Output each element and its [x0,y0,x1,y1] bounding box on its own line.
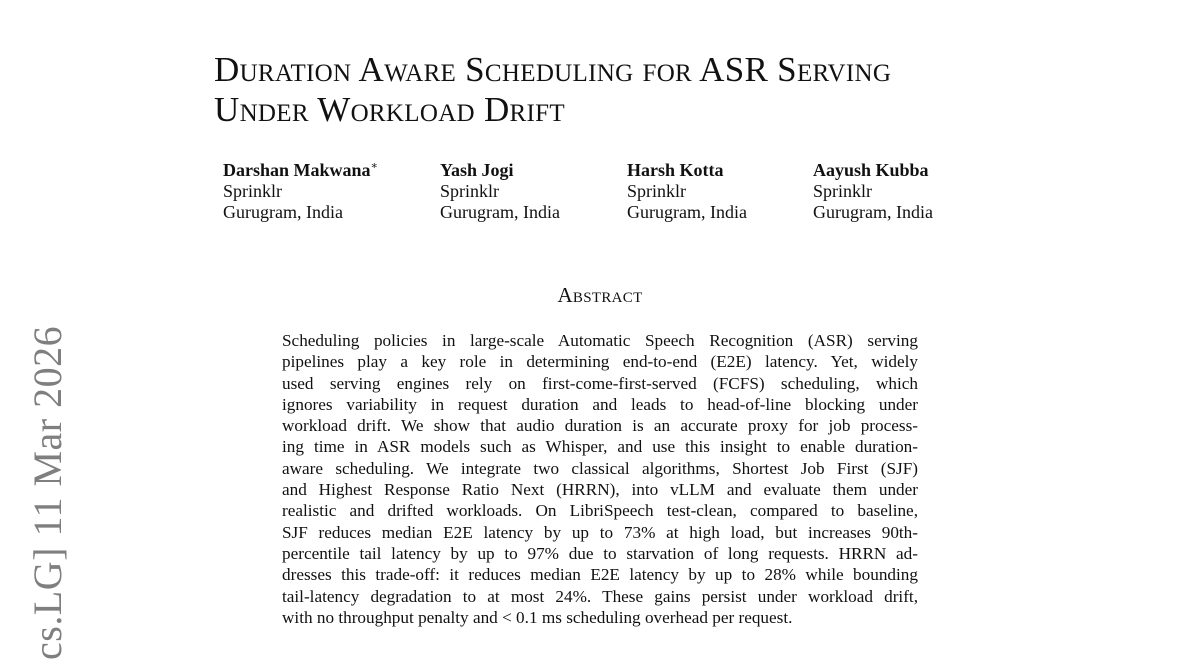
abstract-line: used serving engines rely on first-come-first-served (FCFS) scheduling, which [282,373,918,393]
author-name: Harsh Kotta [627,160,724,180]
abstract-line: pipelines play a key role in determining end-to-end (E2E) latency. Yet, widely [282,352,918,372]
author-name: Aayush Kubba [813,160,929,180]
abstract-line: aware scheduling. We integrate two classical algorithms, Shortest Job First (SJF) [282,458,918,478]
author-block [440,160,560,223]
author-affiliation: Sprinklr [223,181,283,201]
abstract-heading: Abstract [557,283,643,307]
author-affiliation: Sprinklr [627,181,687,201]
abstract-line: dresses this trade-off: it reduces median E2E latency by up to 28% while bounding [282,565,918,585]
author-location: Gurugram, India [813,202,933,222]
arxiv-identifier-stamp: cs.LG] 11 Mar 2026 [25,325,70,660]
author-location: Gurugram, India [223,202,343,222]
abstract-line: and Highest Response Ratio Next (HRRN), into vLLM and evaluate them under [282,480,918,500]
author-footnote-mark: ∗ [370,160,379,172]
paper-title-line-1: Duration Aware Scheduling for ASR Serving [214,50,892,89]
author-block [813,160,933,223]
author-name: Yash Jogi [440,160,514,180]
abstract-line: ing time in ASR models such as Whisper, and use this insight to enable duration- [282,437,918,457]
abstract-line: SJF reduces median E2E latency by up to 73% at high load, but increases 90th- [282,522,918,542]
author-name [223,160,378,181]
abstract-line: realistic and drifted workloads. On LibriSpeech test-clean, compared to baseline, [282,501,918,521]
abstract-line: percentile tail latency by up to 97% due to starvation of long requests. HRRN ad- [282,543,918,563]
abstract-line: tail-latency degradation to at most 24%. These gains persist under workload drift, [282,586,918,606]
author-affiliation: Sprinklr [440,181,500,201]
author-affiliation: Sprinklr [813,181,873,201]
abstract-line: ignores variability in request duration and leads to head-of-line blocking under [282,394,918,414]
author-location: Gurugram, India [440,202,560,222]
author-block [627,160,747,223]
abstract-line: with no throughput penalty and < 0.1 ms scheduling overhead per request. [282,607,793,627]
author-block [223,160,378,223]
author-list [223,160,983,230]
paper-title-line-2: Under Workload Drift [214,90,565,129]
abstract-line: workload drift. We show that audio duration is an accurate proxy for job process- [282,416,918,436]
abstract-body [282,330,918,628]
author-name-text: Darshan Makwana [223,160,371,180]
abstract-line: Scheduling policies in large-scale Automatic Speech Recognition (ASR) serving [282,331,918,350]
paper-title [214,50,891,130]
author-location: Gurugram, India [627,202,747,222]
